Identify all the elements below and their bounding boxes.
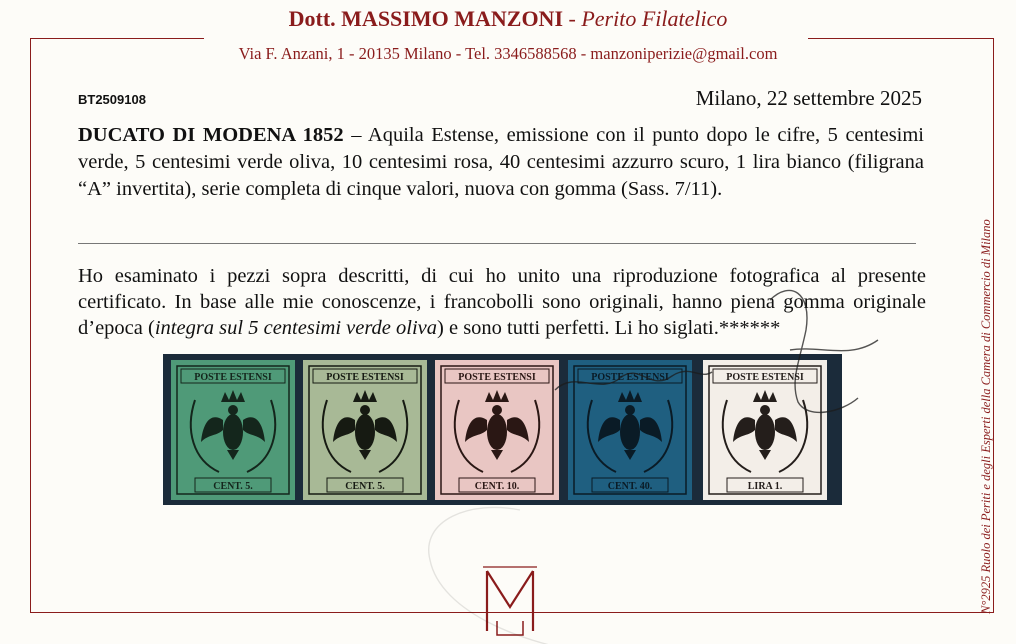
description-title: DUCATO DI MODENA 1852 <box>78 124 344 146</box>
stamp-top-text: POSTE ESTENSI <box>326 372 404 383</box>
border-top-right <box>808 38 994 39</box>
expert-statement <box>78 263 926 341</box>
stamp-2 <box>303 360 427 500</box>
certificate-number: BT2509108 <box>78 92 146 107</box>
header-dash: - <box>563 6 582 31</box>
expert-header <box>0 6 1016 32</box>
expert-address: Via F. Anzani, 1 - 20135 Milano - Tel. 3346588568 - manzoniperizie@gmail.com <box>238 44 778 63</box>
certificate-date: Milano, 22 settembre 2025 <box>695 86 922 110</box>
statement-italic: integra sul 5 centesimi verde oliva <box>154 317 438 339</box>
description-text: – Aquila Estense, emissione con il punto dopo le cifre, 5 centesimi verde, 5 centesimi verde oliva, 10 centesimi rosa, 40 centesimi azzurro scuro, 1 lira bianco (filigrana “A” invertita), serie completa di cinque valori, nuova con gomma (Sass. 7/11). <box>78 124 925 200</box>
border-top-left <box>30 38 204 39</box>
stamps-photo <box>163 354 842 505</box>
stamp-top-text: POSTE ESTENSI <box>194 372 272 383</box>
stamp-1 <box>171 360 295 500</box>
stamp-value-text: LIRA 1. <box>747 481 783 492</box>
expert-name: Dott. MASSIMO MANZONI <box>288 6 564 31</box>
stamp-5 <box>703 360 827 500</box>
expert-role: Perito Filatelico <box>581 6 728 31</box>
stamp-top-text: POSTE ESTENSI <box>726 372 804 383</box>
statement-part-1: Ho esaminato i pezzi sopra descritti, di cui ho unito una riproduzione fotografica al presente certificato. In base alle mie conoscenze, i francobolli sono originali, hanno piena gomma originale d’epoca ( <box>78 265 926 339</box>
stamp-top-text: POSTE ESTENSI <box>458 372 536 383</box>
expert-registry-text: N°2925 Ruolo dei Periti e degli Esperti della Camera di Commercio di Milano <box>979 219 993 614</box>
stamp-photo-panel <box>163 354 842 505</box>
statement-part-2: ) e sono tutti perfetti. Li ho siglati.****** <box>437 317 781 339</box>
stamp-4 <box>568 360 692 500</box>
expert-monogram-logo <box>483 563 537 639</box>
stamp-description <box>78 122 924 203</box>
stamp-value-text: CENT. 40. <box>607 481 653 492</box>
separator-line <box>78 243 916 244</box>
stamp-value-text: CENT. 5. <box>345 481 385 492</box>
stamp-value-text: CENT. 5. <box>213 481 253 492</box>
stamp-top-text: POSTE ESTENSI <box>591 372 669 383</box>
stamp-value-text: CENT. 10. <box>474 481 520 492</box>
stamp-3 <box>435 360 559 500</box>
